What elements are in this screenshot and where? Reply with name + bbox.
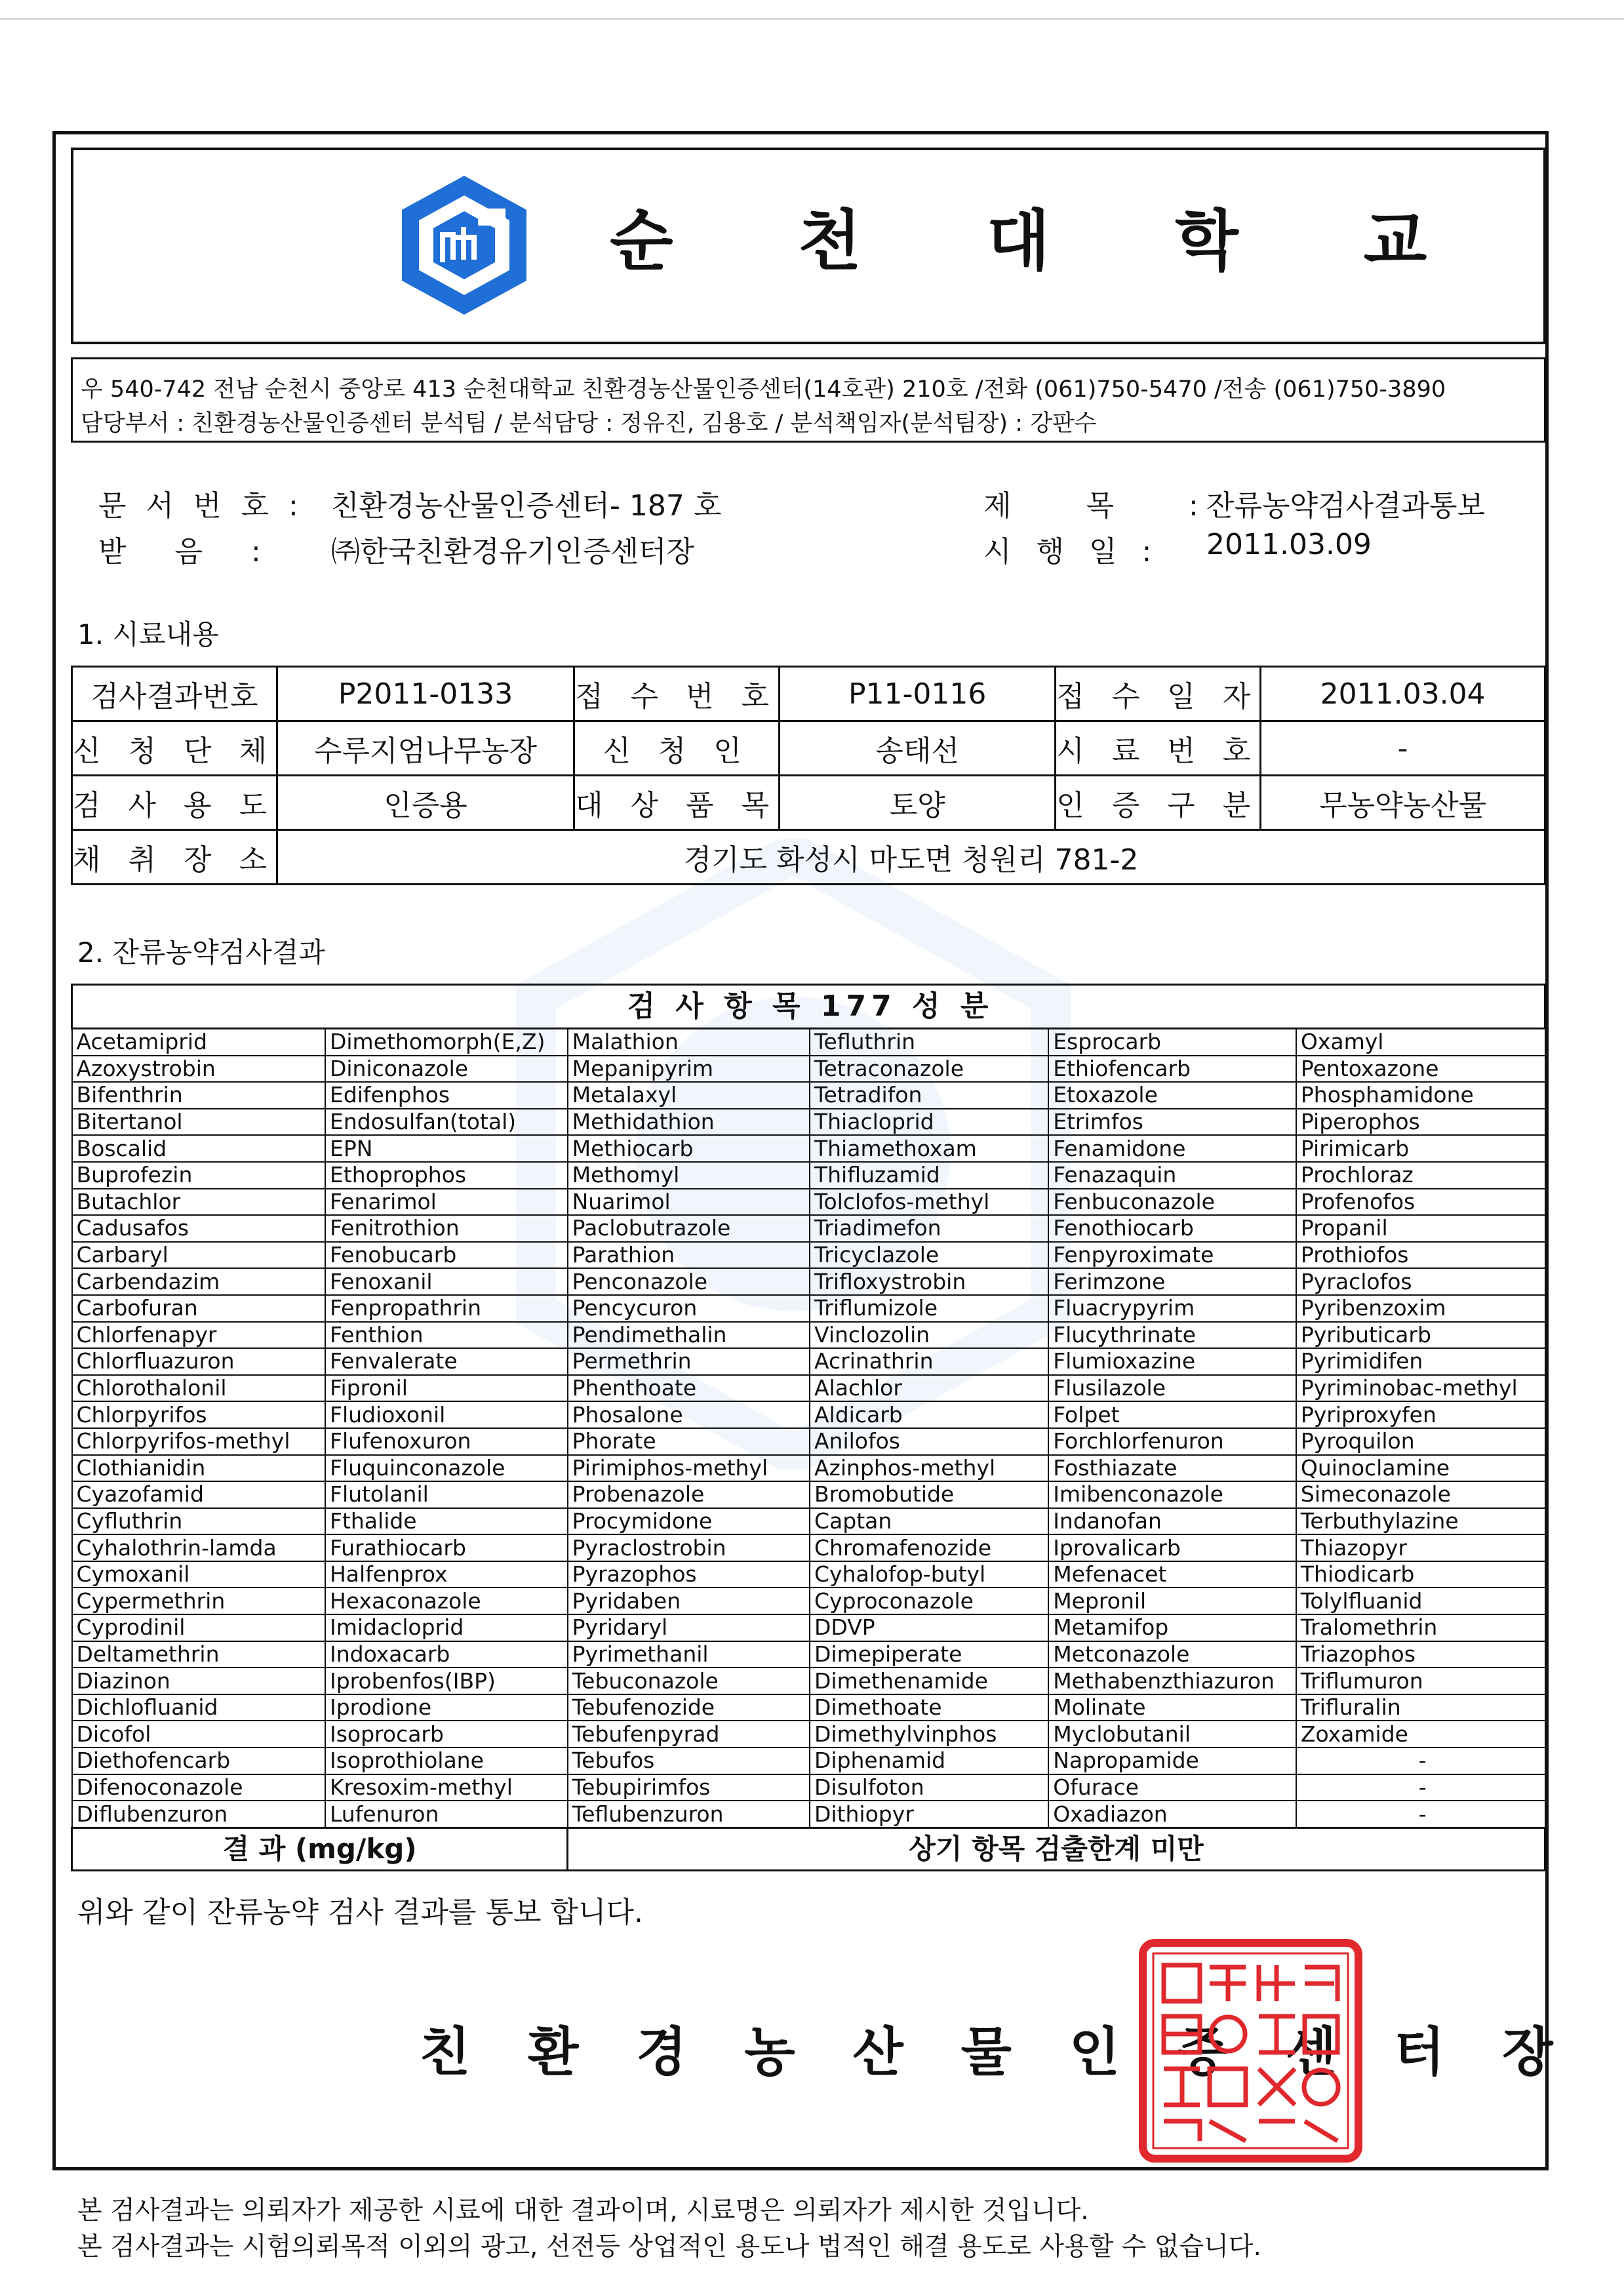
pesticide-cell: Furathiocarb bbox=[325, 1534, 568, 1561]
pesticide-cell: Diphenamid bbox=[810, 1747, 1048, 1774]
cert-type-label: 인 증 구 분 bbox=[1056, 776, 1261, 830]
table-row bbox=[72, 1641, 1545, 1668]
pesticide-cell: Fenazaquin bbox=[1048, 1162, 1296, 1189]
pesticide-cell: Iprobenfos(IBP) bbox=[325, 1667, 568, 1694]
sample-info-table bbox=[71, 666, 1546, 885]
pesticide-cell: Phosalone bbox=[568, 1401, 810, 1428]
pesticide-cell: Ferimzone bbox=[1048, 1268, 1296, 1295]
pesticide-cell: Triadimefon bbox=[810, 1215, 1048, 1242]
pesticide-cell: Diazinon bbox=[72, 1667, 325, 1694]
pesticide-cell: Fenoxanil bbox=[325, 1268, 568, 1295]
sample-row bbox=[72, 830, 1545, 885]
pesticide-cell: Molinate bbox=[1048, 1694, 1296, 1721]
pesticide-cell: Thiacloprid bbox=[810, 1109, 1048, 1136]
pesticide-cell: Flutolanil bbox=[325, 1481, 568, 1508]
pesticide-cell: Zoxamide bbox=[1296, 1721, 1545, 1747]
table-row bbox=[72, 1268, 1545, 1295]
table-row bbox=[72, 1109, 1545, 1136]
results-footer-row bbox=[72, 1827, 1545, 1870]
address-box bbox=[71, 357, 1546, 443]
pesticide-cell: Aldicarb bbox=[810, 1401, 1048, 1428]
pesticide-cell: Dimethenamide bbox=[810, 1667, 1048, 1694]
receipt-no-value: P11-0116 bbox=[780, 667, 1056, 721]
pesticide-cell: Kresoxim-methyl bbox=[325, 1774, 568, 1801]
pesticide-cell: Esprocarb bbox=[1048, 1029, 1296, 1056]
pesticide-cell: Fluacrypyrim bbox=[1048, 1295, 1296, 1322]
pesticide-cell: Piperophos bbox=[1296, 1109, 1545, 1136]
pesticide-cell: Diniconazole bbox=[325, 1056, 568, 1083]
result-value: 상기 항목 검출한계 미만 bbox=[568, 1827, 1545, 1870]
date-label: 시 행 일 : bbox=[983, 535, 1160, 569]
pesticide-cell: Fenpyroximate bbox=[1048, 1242, 1296, 1269]
pesticide-cell: Fenvalerate bbox=[325, 1348, 568, 1375]
pesticide-cell: Tolylfluanid bbox=[1296, 1587, 1545, 1614]
pesticide-cell: Tetradifon bbox=[810, 1082, 1048, 1109]
table-row bbox=[72, 1056, 1545, 1083]
pesticide-cell: Bifenthrin bbox=[72, 1082, 325, 1109]
pesticide-cell: Chlorothalonil bbox=[72, 1375, 325, 1402]
pesticide-cell: Dichlofluanid bbox=[72, 1694, 325, 1721]
pesticide-cell: Fenthion bbox=[325, 1322, 568, 1349]
pesticide-cell: Chlorfluazuron bbox=[72, 1348, 325, 1375]
pesticide-cell: Tebufos bbox=[568, 1747, 810, 1774]
date-value: 2011.03.09 bbox=[1206, 528, 1372, 561]
pesticide-cell: Cymoxanil bbox=[72, 1561, 325, 1588]
table-row bbox=[72, 1082, 1545, 1109]
pesticide-cell: Flufenoxuron bbox=[325, 1428, 568, 1455]
pesticide-cell: Fenamidone bbox=[1048, 1135, 1296, 1162]
applicant-label: 신 청 인 bbox=[574, 721, 780, 776]
pesticide-cell: - bbox=[1296, 1747, 1545, 1774]
pesticide-cell: Metamifop bbox=[1048, 1614, 1296, 1641]
result-no-label: 검사결과번호 bbox=[72, 667, 277, 721]
location-value: 경기도 화성시 마도면 청원리 781-2 bbox=[277, 830, 1545, 885]
pesticide-cell: Iprovalicarb bbox=[1048, 1534, 1296, 1561]
pesticide-cell: DDVP bbox=[810, 1614, 1048, 1641]
pesticide-cell: Pencycuron bbox=[568, 1295, 810, 1322]
pesticide-cell: Tetraconazole bbox=[810, 1056, 1048, 1083]
pesticide-cell: Halfenprox bbox=[325, 1561, 568, 1588]
pesticide-cell: Terbuthylazine bbox=[1296, 1508, 1545, 1535]
table-row bbox=[72, 1135, 1545, 1162]
pesticide-cell: Pyribenzoxim bbox=[1296, 1295, 1545, 1322]
pesticide-cell: Clothianidin bbox=[72, 1455, 325, 1482]
sample-no-label: 시 료 번 호 bbox=[1056, 721, 1261, 776]
cert-type-value: 무농약농산물 bbox=[1261, 776, 1545, 830]
pesticide-cell: Azinphos-methyl bbox=[810, 1455, 1048, 1482]
pesticide-cell: Carbaryl bbox=[72, 1242, 325, 1269]
pesticide-cell: Butachlor bbox=[72, 1189, 325, 1216]
table-row bbox=[72, 1189, 1545, 1216]
pesticide-cell: Disulfoton bbox=[810, 1774, 1048, 1801]
subject-label: 제 목 : bbox=[983, 489, 1198, 523]
pesticide-cell: Paclobutrazole bbox=[568, 1215, 810, 1242]
address-line-1: 우 540-742 전남 순천시 중앙로 413 순천대학교 친환경농산물인증센터(14호관) 210호 /전화 (061)750-5470 /전송 (061)750-3890 bbox=[81, 376, 1446, 403]
pesticide-cell: Probenazole bbox=[568, 1481, 810, 1508]
pesticide-cell: Tebufenozide bbox=[568, 1694, 810, 1721]
location-label: 채 취 장 소 bbox=[72, 830, 277, 885]
recipient-label: 받 음 : bbox=[98, 535, 261, 569]
pesticide-cell: Cyproconazole bbox=[810, 1587, 1048, 1614]
receipt-date-label: 접 수 일 자 bbox=[1056, 667, 1261, 721]
section-2-title: 2. 잔류농약검사결과 bbox=[77, 936, 325, 968]
table-row bbox=[72, 1348, 1545, 1375]
pesticide-cell: Chlorpyrifos bbox=[72, 1401, 325, 1428]
pesticide-cell: Triazophos bbox=[1296, 1641, 1545, 1668]
pesticide-cell: Pyrazophos bbox=[568, 1561, 810, 1588]
purpose-label: 검 사 용 도 bbox=[72, 776, 277, 830]
pesticide-cell: Ethoprophos bbox=[325, 1162, 568, 1189]
pesticide-cell: Dicofol bbox=[72, 1721, 325, 1747]
table-row bbox=[72, 1561, 1545, 1588]
pesticide-cell: Cyhalothrin-lamda bbox=[72, 1534, 325, 1561]
table-row bbox=[72, 1401, 1545, 1428]
pesticide-cell: Indanofan bbox=[1048, 1508, 1296, 1535]
applicant-value: 송태선 bbox=[780, 721, 1056, 776]
pesticide-cell: Trifloxystrobin bbox=[810, 1268, 1048, 1295]
pesticide-cell: Penconazole bbox=[568, 1268, 810, 1295]
doc-no-value: 친환경농산물인증센터- 187 호 bbox=[331, 489, 722, 523]
table-row bbox=[72, 1614, 1545, 1641]
target-label: 대 상 품 목 bbox=[574, 776, 780, 830]
pesticide-cell: Flusilazole bbox=[1048, 1375, 1296, 1402]
pesticide-cell: Thiamethoxam bbox=[810, 1135, 1048, 1162]
table-row bbox=[72, 1455, 1545, 1482]
pesticide-cell: Pyroquilon bbox=[1296, 1428, 1545, 1455]
pesticide-cell: Methiocarb bbox=[568, 1135, 810, 1162]
pesticide-cell: Oxadiazon bbox=[1048, 1801, 1296, 1827]
pesticide-cell: Pyrimethanil bbox=[568, 1641, 810, 1668]
pesticide-cell: Phorate bbox=[568, 1428, 810, 1455]
table-row bbox=[72, 1428, 1545, 1455]
pesticide-cell: Fludioxonil bbox=[325, 1401, 568, 1428]
pesticide-cell: Iprodione bbox=[325, 1694, 568, 1721]
sample-row bbox=[72, 721, 1545, 776]
pesticide-cell: Acetamiprid bbox=[72, 1029, 325, 1056]
pesticide-cell: Indoxacarb bbox=[325, 1641, 568, 1668]
target-value: 토양 bbox=[780, 776, 1056, 830]
pesticide-cell: Mepanipyrim bbox=[568, 1056, 810, 1083]
results-body bbox=[72, 1029, 1545, 1828]
pesticide-cell: Buprofezin bbox=[72, 1162, 325, 1189]
university-name: 순 천 대 학 교 bbox=[610, 203, 1478, 279]
pesticide-cell: Dimethoate bbox=[810, 1694, 1048, 1721]
pesticide-cell: Tefluthrin bbox=[810, 1029, 1048, 1056]
pesticide-cell: Diethofencarb bbox=[72, 1747, 325, 1774]
pesticide-cell: Edifenphos bbox=[325, 1082, 568, 1109]
table-row bbox=[72, 1322, 1545, 1349]
pesticide-cell: Acrinathrin bbox=[810, 1348, 1048, 1375]
pesticide-cell: - bbox=[1296, 1774, 1545, 1801]
result-no-value: P2011-0133 bbox=[277, 667, 574, 721]
pesticide-cell: Tebupirimfos bbox=[568, 1774, 810, 1801]
pesticide-cell: Fosthiazate bbox=[1048, 1455, 1296, 1482]
pesticide-cell: Pyraclofos bbox=[1296, 1268, 1545, 1295]
pesticide-cell: Triflumizole bbox=[810, 1295, 1048, 1322]
sample-row bbox=[72, 667, 1545, 721]
pesticide-cell: Oxamyl bbox=[1296, 1029, 1545, 1056]
pesticide-cell: Permethrin bbox=[568, 1348, 810, 1375]
table-row bbox=[72, 1801, 1545, 1827]
pesticide-cell: Diflubenzuron bbox=[72, 1801, 325, 1827]
pesticide-cell: Simeconazole bbox=[1296, 1481, 1545, 1508]
results-caption-row bbox=[72, 985, 1545, 1029]
pesticide-cell: Flucythrinate bbox=[1048, 1322, 1296, 1349]
pesticide-results-table bbox=[71, 984, 1546, 1871]
pesticide-cell: Cyazofamid bbox=[72, 1481, 325, 1508]
sample-row bbox=[72, 776, 1545, 830]
table-row bbox=[72, 1242, 1545, 1269]
notice-text: 위와 같이 잔류농약 검사 결과를 통보 합니다. bbox=[77, 1896, 643, 1929]
pesticide-cell: Dimepiperate bbox=[810, 1641, 1048, 1668]
pesticide-cell: Bromobutide bbox=[810, 1481, 1048, 1508]
applicant-org-value: 수루지엄나무농장 bbox=[277, 721, 574, 776]
pesticide-cell: Alachlor bbox=[810, 1375, 1048, 1402]
pesticide-cell: Propanil bbox=[1296, 1215, 1545, 1242]
table-row bbox=[72, 1534, 1545, 1561]
pesticide-cell: Pyrimidifen bbox=[1296, 1348, 1545, 1375]
pesticide-cell: Tebufenpyrad bbox=[568, 1721, 810, 1747]
pesticide-cell: Bitertanol bbox=[72, 1109, 325, 1136]
pesticide-cell: EPN bbox=[325, 1135, 568, 1162]
pesticide-cell: Pendimethalin bbox=[568, 1322, 810, 1349]
pesticide-cell: Vinclozolin bbox=[810, 1322, 1048, 1349]
pesticide-cell: Dithiopyr bbox=[810, 1801, 1048, 1827]
pesticide-cell: Pyriminobac-methyl bbox=[1296, 1375, 1545, 1402]
pesticide-cell: Quinoclamine bbox=[1296, 1455, 1545, 1482]
pesticide-cell: Folpet bbox=[1048, 1401, 1296, 1428]
pesticide-cell: Methomyl bbox=[568, 1162, 810, 1189]
pesticide-cell: Mepronil bbox=[1048, 1587, 1296, 1614]
pesticide-cell: Procymidone bbox=[568, 1508, 810, 1535]
scan-top-line bbox=[0, 18, 1624, 20]
pesticide-cell: Flumioxazine bbox=[1048, 1348, 1296, 1375]
subject-value: 잔류농약검사결과통보 bbox=[1206, 489, 1486, 523]
pesticide-cell: Imidacloprid bbox=[325, 1614, 568, 1641]
address-line-2: 담당부서 : 친환경농산물인증센터 분석팀 / 분석담당 : 정유진, 김용호 / 분석책임자(분석팀장) : 강판수 bbox=[81, 410, 1097, 437]
pesticide-cell: Nuarimol bbox=[568, 1189, 810, 1216]
pesticide-cell: Boscalid bbox=[72, 1135, 325, 1162]
pesticide-cell: Etrimfos bbox=[1048, 1109, 1296, 1136]
table-row bbox=[72, 1587, 1545, 1614]
sample-no-value: - bbox=[1261, 721, 1545, 776]
table-row bbox=[72, 1694, 1545, 1721]
pesticide-cell: Pentoxazone bbox=[1296, 1056, 1545, 1083]
receipt-no-label: 접 수 번 호 bbox=[574, 667, 780, 721]
pesticide-cell: Endosulfan(total) bbox=[325, 1109, 568, 1136]
pesticide-cell: Prochloraz bbox=[1296, 1162, 1545, 1189]
pesticide-cell: - bbox=[1296, 1801, 1545, 1827]
table-row bbox=[72, 1747, 1545, 1774]
pesticide-cell: Fenobucarb bbox=[325, 1242, 568, 1269]
pesticide-cell: Triflumuron bbox=[1296, 1667, 1545, 1694]
pesticide-cell: Azoxystrobin bbox=[72, 1056, 325, 1083]
section-1-title: 1. 시료내용 bbox=[77, 618, 219, 650]
table-row bbox=[72, 1375, 1545, 1402]
pesticide-cell: Trifluralin bbox=[1296, 1694, 1545, 1721]
pesticide-cell: Pyributicarb bbox=[1296, 1322, 1545, 1349]
pesticide-cell: Myclobutanil bbox=[1048, 1721, 1296, 1747]
pesticide-cell: Isoprothiolane bbox=[325, 1747, 568, 1774]
pesticide-cell: Forchlorfenuron bbox=[1048, 1428, 1296, 1455]
table-row bbox=[72, 1295, 1545, 1322]
table-row bbox=[72, 1667, 1545, 1694]
pesticide-cell: Tebuconazole bbox=[568, 1667, 810, 1694]
pesticide-cell: Phosphamidone bbox=[1296, 1082, 1545, 1109]
official-seal-icon bbox=[1138, 1938, 1364, 2164]
pesticide-cell: Ofurace bbox=[1048, 1774, 1296, 1801]
pesticide-cell: Cadusafos bbox=[72, 1215, 325, 1242]
table-row bbox=[72, 1162, 1545, 1189]
table-row bbox=[72, 1774, 1545, 1801]
pesticide-cell: Fluquinconazole bbox=[325, 1455, 568, 1482]
table-row bbox=[72, 1481, 1545, 1508]
pesticide-cell: Difenoconazole bbox=[72, 1774, 325, 1801]
pesticide-cell: Dimethomorph(E,Z) bbox=[325, 1029, 568, 1056]
pesticide-cell: Pirimiphos-methyl bbox=[568, 1455, 810, 1482]
result-label: 결 과 (mg/kg) bbox=[72, 1827, 568, 1870]
pesticide-cell: Carbofuran bbox=[72, 1295, 325, 1322]
pesticide-cell: Tricyclazole bbox=[810, 1242, 1048, 1269]
disclaimer-line-1: 본 검사결과는 의뢰자가 제공한 시료에 대한 결과이며, 시료명은 의뢰자가 제시한 것입니다. bbox=[77, 2196, 1089, 2225]
applicant-org-label: 신 청 단 체 bbox=[72, 721, 277, 776]
pesticide-cell: Cypermethrin bbox=[72, 1587, 325, 1614]
pesticide-cell: Napropamide bbox=[1048, 1747, 1296, 1774]
pesticide-cell: Fenothiocarb bbox=[1048, 1215, 1296, 1242]
disclaimer-line-2: 본 검사결과는 시험의뢰목적 이외의 광고, 선전등 상업적인 용도나 법적인 해결 용도로 사용할 수 없습니다. bbox=[77, 2232, 1261, 2262]
receipt-date-value: 2011.03.04 bbox=[1261, 667, 1545, 721]
table-row bbox=[72, 1721, 1545, 1747]
pesticide-cell: Fenarimol bbox=[325, 1189, 568, 1216]
table-row bbox=[72, 1508, 1545, 1535]
pesticide-cell: Mefenacet bbox=[1048, 1561, 1296, 1588]
doc-no-label: 문 서 번 호 : bbox=[98, 489, 304, 523]
pesticide-cell: Dimethylvinphos bbox=[810, 1721, 1048, 1747]
purpose-value: 인증용 bbox=[277, 776, 574, 830]
pesticide-cell: Cyprodinil bbox=[72, 1614, 325, 1641]
pesticide-cell: Prothiofos bbox=[1296, 1242, 1545, 1269]
pesticide-cell: Anilofos bbox=[810, 1428, 1048, 1455]
pesticide-cell: Captan bbox=[810, 1508, 1048, 1535]
pesticide-cell: Malathion bbox=[568, 1029, 810, 1056]
pesticide-cell: Methidathion bbox=[568, 1109, 810, 1136]
pesticide-cell: Thifluzamid bbox=[810, 1162, 1048, 1189]
pesticide-cell: Pyraclostrobin bbox=[568, 1534, 810, 1561]
pesticide-cell: Teflubenzuron bbox=[568, 1801, 810, 1827]
pesticide-cell: Tralomethrin bbox=[1296, 1614, 1545, 1641]
pesticide-cell: Fenpropathrin bbox=[325, 1295, 568, 1322]
pesticide-cell: Profenofos bbox=[1296, 1189, 1545, 1216]
pesticide-cell: Pyridaben bbox=[568, 1587, 810, 1614]
pesticide-cell: Chlorpyrifos-methyl bbox=[72, 1428, 325, 1455]
pesticide-cell: Thiazopyr bbox=[1296, 1534, 1545, 1561]
pesticide-cell: Pyridaryl bbox=[568, 1614, 810, 1641]
pesticide-cell: Pirimicarb bbox=[1296, 1135, 1545, 1162]
pesticide-cell: Methabenzthiazuron bbox=[1048, 1667, 1296, 1694]
pesticide-cell: Etoxazole bbox=[1048, 1082, 1296, 1109]
pesticide-cell: Chlorfenapyr bbox=[72, 1322, 325, 1349]
pesticide-cell: Cyfluthrin bbox=[72, 1508, 325, 1535]
pesticide-cell: Carbendazim bbox=[72, 1268, 325, 1295]
pesticide-cell: Fthalide bbox=[325, 1508, 568, 1535]
pesticide-cell: Hexaconazole bbox=[325, 1587, 568, 1614]
issuer-title: 친 환 경 농 산 물 인 증 센 터 장 bbox=[420, 2022, 1573, 2083]
pesticide-cell: Fenitrothion bbox=[325, 1215, 568, 1242]
pesticide-cell: Lufenuron bbox=[325, 1801, 568, 1827]
pesticide-cell: Thiodicarb bbox=[1296, 1561, 1545, 1588]
pesticide-cell: Metconazole bbox=[1048, 1641, 1296, 1668]
pesticide-cell: Ethiofencarb bbox=[1048, 1056, 1296, 1083]
pesticide-cell: Metalaxyl bbox=[568, 1082, 810, 1109]
table-row bbox=[72, 1215, 1545, 1242]
university-logo-icon bbox=[397, 172, 532, 319]
pesticide-cell: Deltamethrin bbox=[72, 1641, 325, 1668]
pesticide-cell: Isoprocarb bbox=[325, 1721, 568, 1747]
results-caption: 검 사 항 목 177 성 분 bbox=[72, 985, 1545, 1029]
recipient-value: ㈜한국친환경유기인증센터장 bbox=[331, 535, 695, 569]
pesticide-cell: Tolclofos-methyl bbox=[810, 1189, 1048, 1216]
pesticide-cell: Parathion bbox=[568, 1242, 810, 1269]
pesticide-cell: Cyhalofop-butyl bbox=[810, 1561, 1048, 1588]
pesticide-cell: Pyriproxyfen bbox=[1296, 1401, 1545, 1428]
pesticide-cell: Imibenconazole bbox=[1048, 1481, 1296, 1508]
pesticide-cell: Fenbuconazole bbox=[1048, 1189, 1296, 1216]
pesticide-cell: Chromafenozide bbox=[810, 1534, 1048, 1561]
table-row bbox=[72, 1029, 1545, 1056]
pesticide-cell: Phenthoate bbox=[568, 1375, 810, 1402]
pesticide-cell: Fipronil bbox=[325, 1375, 568, 1402]
